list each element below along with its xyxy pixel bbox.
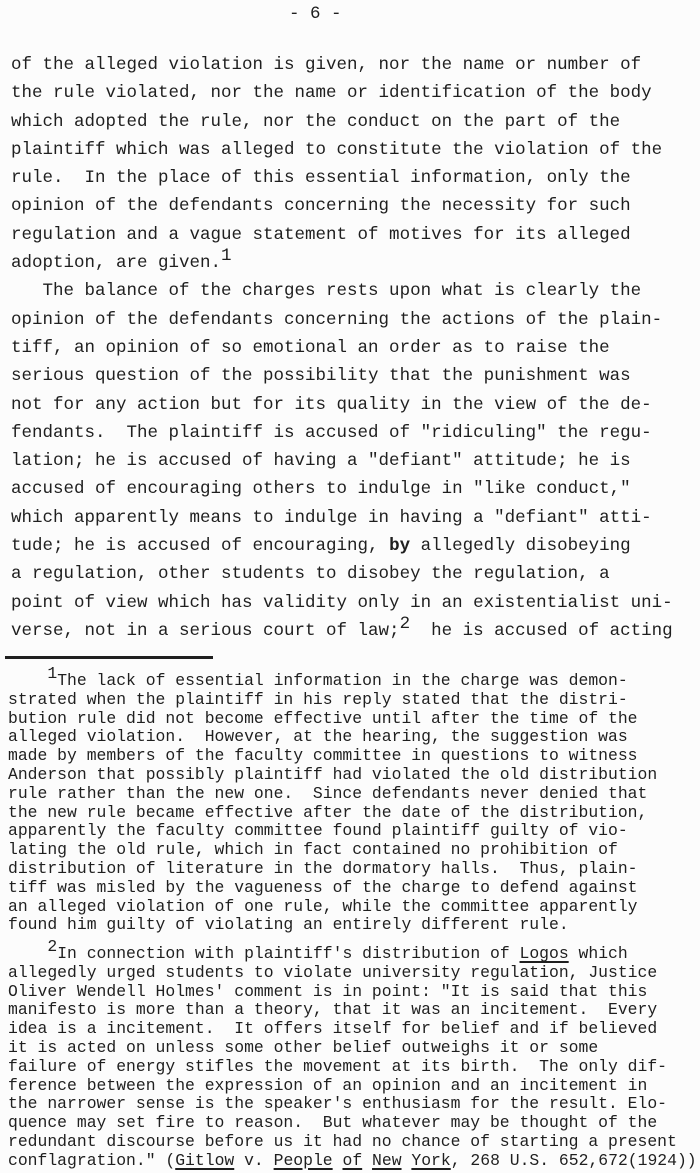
text-line [11,613,693,645]
text-line: an alleged violation of one rule, while the committee apparently [8,896,638,916]
text-line [11,245,693,277]
text-segment: Gitlow [175,1150,235,1170]
text-segment: allegedly disobeying [410,536,631,557]
text-line [11,532,693,560]
text-line: tiff was misled by the vagueness of the charge to defend against [8,877,638,897]
text-line: distribution of literature in the dormatory halls. Thus, plain- [8,858,638,878]
text-segment: People [273,1150,333,1170]
text-segment: by [389,536,411,557]
text-segment: he is accused of acting [410,620,673,641]
text-line: idea is a incitement. It offers itself for belief and if believed [8,1019,658,1039]
footnote-separator [5,656,213,659]
text-line: allegedly urged students to violate university regulation, Justice [8,962,658,982]
text-line: strated when the plaintiff in his reply stated that the distri- [8,689,628,709]
text-segment: conflagration." ( [8,1150,176,1170]
text-line [8,1152,698,1171]
text-segment [362,1151,372,1170]
text-line: found him guilty of violating an entirely different rule. [8,915,569,935]
text-line: plaintiff which was alleged to constitute the violation of the [11,139,663,160]
text-line: it is acted on unless some other belief outweighs it or some [8,1037,599,1057]
text-line: which adopted the rule, nor the conduct on the part of the [11,111,621,132]
text-line: the rule violated, nor the name or identification of the body [11,83,652,104]
text-segment: , 268 U.S. 652,672(1924)) [450,1150,697,1170]
text-segment: The lack of essential information in the charge was demon- [57,671,628,690]
text-line: the narrower sense is the speaker's enthusiasm for the result. Elo- [8,1094,668,1114]
text-segment: Logos [519,944,569,963]
text-line: fendants. The plaintiff is accused of "ridiculing" the regu- [11,422,652,443]
text-line: rule. In the place of this essential information, only the [11,168,631,189]
text-segment: verse, not in a serious court of law; [11,620,400,641]
text-segment: which [568,944,628,963]
text-line [8,937,698,964]
text-line: point of view which has validity only in an existentialist uni- [11,592,673,613]
text-line: regulation and a vague statement of motives for its alleged [11,224,631,245]
footnote-marker: 2 [399,613,411,634]
text-line: made by members of the faculty committee in questions to witness [8,746,638,766]
footnote-2 [8,937,698,1171]
footnote-marker: 2 [47,937,58,957]
text-line: The balance of the charges rests upon what is clearly the [11,281,642,302]
text-line: of the alleged violation is given, nor the name or number of [11,55,642,75]
text-line: ference between the expression of an opinion and an incitement in [8,1075,648,1095]
text-segment: New [372,1150,402,1170]
text-line: tiff, an opinion of so emotional an order as to raise the [11,337,610,358]
text-line: opinion of the defendants concerning the actions of the plain- [11,309,663,330]
text-line: quence may set fire to reason. But whatever may be thought of the [8,1113,658,1133]
text-line: which apparently means to indulge in having a "defiant" atti- [11,507,652,528]
text-line: lating the old rule, which in fact contained no prohibition of [8,840,618,860]
text-segment [333,1151,343,1170]
text-segment: of [342,1150,363,1170]
text-line: rule rather than the new one. Since defendants never denied that [8,783,648,803]
text-segment: adoption, are given. [11,253,222,274]
text-segment [402,1151,412,1170]
footnote-1 [8,664,698,935]
text-line: lation; he is accused of having a "defiant" attitude; he is [11,451,631,472]
text-line: apparently the faculty committee found plaintiff guilty of vio- [8,821,628,841]
text-line: bution rule did not become effective until after the time of the [8,708,638,728]
text-line: accused of encouraging others to indulge in "like conduct," [11,479,631,500]
text-line: a regulation, other students to disobey the regulation, a [11,564,610,585]
text-line: manifesto is more than a theory, that it was an incitement. Every [8,1000,658,1020]
text-line: failure of energy stifles the movement at its birth. The only dif- [8,1056,668,1076]
text-segment [8,671,47,690]
text-line: opinion of the defendants concerning the necessity for such [11,196,631,217]
text-segment [8,944,47,963]
text-line: Anderson that possibly plaintiff had violated the old distribution [8,764,658,784]
document-body [11,51,693,645]
page-number: - 6 - [289,4,342,24]
text-line [8,664,698,691]
text-line: redundant discourse before us it had no chance of starting a present [8,1131,677,1151]
text-line: alleged violation. However, at the hearing, the suggestion was [8,727,628,747]
text-segment: tude; he is accused of encouraging, [11,536,390,557]
text-segment: v. [234,1150,274,1170]
text-segment: York [411,1150,451,1170]
text-line: Oliver Wendell Holmes' comment is in point: "It is said that this [8,981,648,1001]
footnote-marker: 1 [221,245,232,266]
text-line: the new rule became effective after the date of the distribution, [8,802,648,822]
text-line: serious question of the possibility that the punishment was [11,366,631,387]
footnote-marker: 1 [47,664,58,684]
text-segment: In connection with plaintiff's distribution of [57,944,520,963]
text-line: not for any action but for its quality in the view of the de- [11,394,652,415]
